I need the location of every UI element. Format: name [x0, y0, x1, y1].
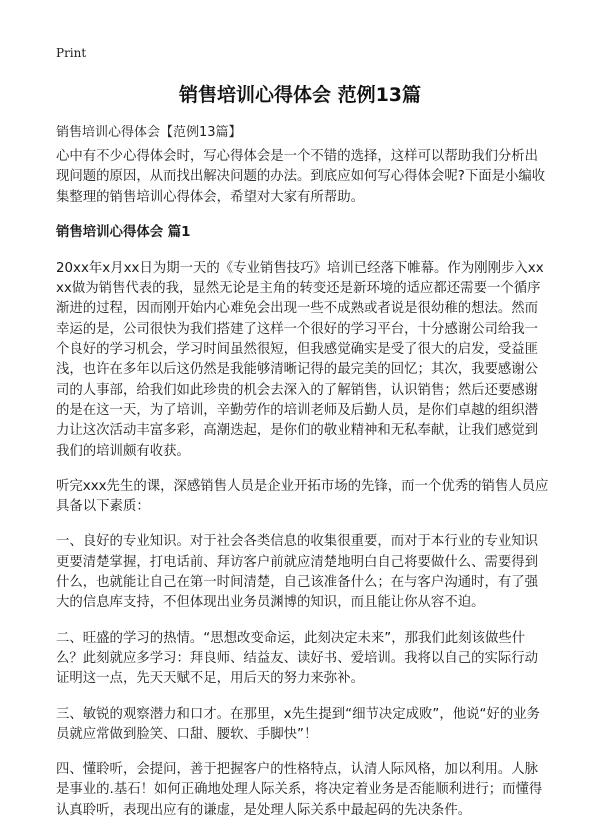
intro-paragraph: 心中有不少心得体会时，写心得体会是一个不错的选择，这样可以帮助我们分析出现问题的原因，从而找出解决问题的办法。到底应如何写心得体会呢?下面是小编收集整理的销售培训心得体会，希望对大家有所帮助。 [56, 149, 546, 205]
body-paragraph: 20xx年x月xx日为期一天的《专业销售技巧》培训已经落下帷幕。作为刚刚步入xxxx做为销售代表的我，显然无论是主角的转变还是新环境的适应都还需要一个循序渐进的过程，因而刚开始内心难免会出现一些不成熟或者说是很幼稚的想法。然而幸运的是，公司很快为我们搭建了这样一个很好的学习平台，十分感谢公司给我一个良好的学习机会，学习时间虽然很短，但我感觉确实是受了很大的启发，受益匪浅，也许在多年以后这仍然是我能够清晰记得的最完美的回忆；其次，我要感谢公司的人事部，给我们如此珍贵的机会去深入的了解销售，认识销售；然后还要感谢的是在这一天，为了培训，辛勤劳作的培训老师及后勤人员，是你们卓越的组织潜力让这次活动丰富多彩，高潮迭起，是你们的敬业精神和无私奉献，让我们感觉到我们的培训颇有收获。 [56, 260, 544, 459]
document-subtitle: 销售培训心得体会【范例13篇】 [56, 125, 242, 140]
body-paragraph: 三、敏锐的观察潜力和口才。在那里，x先生提到“细节决定成败”，他说“好的业务员就应常做到脸笑、口甜、腰软、手脚快”！ [56, 706, 541, 742]
body-paragraph: 一、良好的专业知识。对于社会各类信息的收集很重要，而对于本行业的专业知识更要清楚掌握，打电话前、拜访客户前就应清楚地明白自己将要做什么、需要得到什么，也就能让自己在第一时间清楚，自己该准备什么；在与客户沟通时，有了强大的信息库支持，不但体现出业务员渊博的知识，而且能让你从容不迫。 [56, 534, 539, 611]
body-paragraph: 二、旺盛的学习的热情。“思想改变命运，此刻决定未来”，那我们此刻该做些什么？此刻就应多学习：拜良师、结益友、读好书、爱培训。我将以自己的实际行动证明这一点，先天天赋不足，用后天的努力来弥补。 [56, 630, 539, 687]
section-heading: 销售培训心得体会 篇1 [56, 224, 191, 240]
print-link[interactable]: Print [56, 46, 87, 60]
body-paragraph: 听完xxx先生的课，深感销售人员是企业开拓市场的先锋，而一个优秀的销售人员应具备以下素质： [56, 478, 549, 515]
page-title: 销售培训心得体会 范例13篇 [178, 84, 422, 106]
body-paragraph: 四、懂聆听，会提问，善于把握客户的性格特点，认清人际风格，加以利用。人脉是事业的.基石！如何正确地处理人际关系，将决定着业务是否能顺利进行；而懂得认真聆听，表现出应有的谦虚，是处理人际关系中最起码的先决条件。 [56, 762, 543, 818]
article-body [56, 147, 550, 836]
